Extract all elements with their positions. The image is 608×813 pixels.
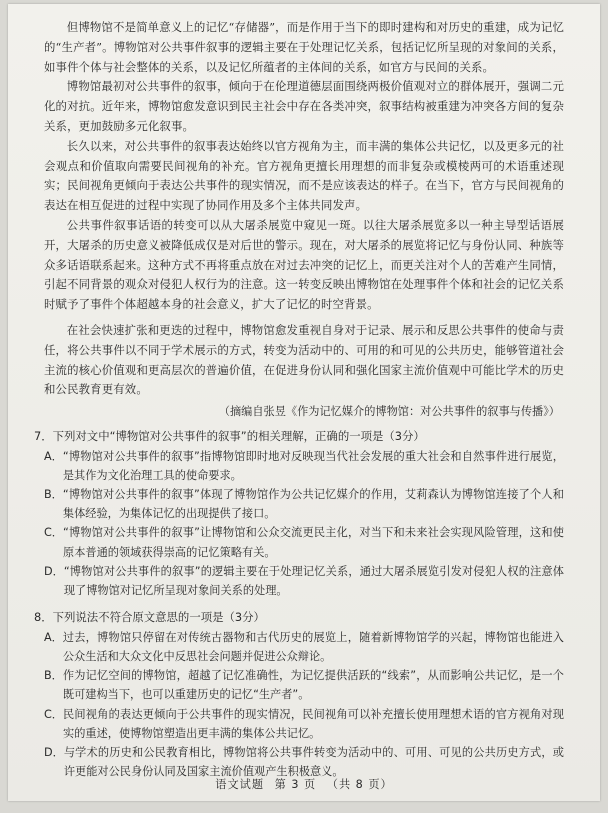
passage-paragraph-1: 但博物馆不是简单意义上的记忆“存储器”，而是作用于当下的即时建构和对历史的重建，成为记忆的“生产者”。博物馆对公共事件叙事的逻辑主要在于处理记忆关系，包括记忆所呈现的对象间的关系，如事件个体与社会整体的关系，以及记忆所蕴者的主体间的关系，如官方与民间的关系。: [44, 20, 564, 74]
question-8-option-b: [44, 666, 564, 704]
option-text: “博物馆对公共事件的叙事”让博物馆和公众交流更民主化，对当下和未来社会实现风险管理，这和使原本普通的领域获得崇高的记忆策略有关。: [63, 526, 564, 559]
page-footer: [8, 777, 600, 793]
passage-paragraph-3: 长久以来，对公共事件的叙事表达始终以官方视角为主，而丰满的集体公共记忆，以及更多元的社会观点和价值取向需要民间视角的补充。官方视角更擅长用理想的而非复杂或模棱两可的术语重述现实；民间视角更倾向于表达公共事件的现实情况，而不是应该表达的样子。在当下，官方与民间视角的表达在相互促进的过程中实现了协同作用及多个主体共同发声。: [44, 138, 564, 213]
footer-subject: 语文试题: [215, 778, 265, 791]
option-letter: D．: [44, 745, 64, 759]
option-text: 与学术的历史和公民教育相比，博物馆将公共事件转变为活动中的、可用、可见的公共历史方式，或许更能对公民身份认同及国家主流价值观产生积极意义。: [63, 745, 564, 779]
question-7: [34, 427, 564, 600]
question-8-option-d: [44, 743, 564, 781]
option-letter: C．: [44, 707, 63, 721]
question-stem: 7．下列对文中“博物馆对公共事件的叙事”的相关理解，正确的一项是（3分）: [34, 429, 425, 444]
question-7-option-d: [44, 562, 564, 600]
passage-paragraph-4: 公共事件叙事话语的转变可以从大屠杀展览中窥见一斑。以往大屠杀展览多以一种主导型话语展开，大屠杀的历史意义被降低成仅是对后世的警示。现在，对大屠杀的展览将记忆与身份认同、种族等众多话语联系起来。这种方式不再将重点放在对过去冲突的记忆上，而更关注对个人的苦难产生同情，引起不同背景的观众对侵犯人权行为的注意。这一转变反映出博物馆在处理事件个体和社会的记忆关系时赋予了事件个体超越本身的社会意义，扩大了记忆的时空背景。: [44, 217, 564, 312]
option-letter: A．: [44, 630, 63, 644]
question-8-option-a: [44, 628, 564, 666]
footer-page-number: 第 3 页: [274, 778, 317, 791]
question-8-option-c: [44, 705, 564, 743]
option-letter: C．: [44, 526, 63, 540]
question-8: [34, 608, 564, 781]
reading-passage: [44, 18, 564, 421]
question-7-option-b: [44, 485, 564, 523]
page-body: [34, 18, 564, 781]
option-text: “博物馆对公共事件的叙事”的逻辑主要在于处理记忆关系，通过大屠杀展览引发对侵犯人权的注意体现了博物馆对记忆所呈现对象间关系的处理。: [63, 564, 564, 598]
option-text: “博物馆对公共事件的叙事”指博物馆即时地对反映现当代社会发展的重大社会和自然事件进行展览，是其作为文化治理工具的使命要求。: [62, 449, 564, 482]
exam-page: [8, 4, 600, 801]
option-text: 民间视角的表达更倾向于公共事件的现实情况，民间视角可以补充擅长使用理想术语的官方视角对现实的重述，使博物馆塑造出更丰满的集体公共记忆。: [63, 707, 564, 740]
option-letter: D．: [44, 564, 64, 578]
option-text: “博物馆对公共事件的叙事”体现了博物馆作为公共记忆媒介的作用，艾莉森认为博物馆连接了个人和集体经验，为集体记忆的出现提供了接口。: [62, 488, 564, 521]
option-letter: A．: [44, 449, 63, 463]
question-7-option-a: [44, 447, 564, 485]
option-text: 作为记忆空间的博物馆，超越了记忆准确性，为记忆提供活跃的“线索”，从而影响公共记忆，是一个既可建构当下，也可以重建历史的记忆“生产者”。: [62, 669, 564, 702]
option-letter: B．: [44, 488, 63, 502]
question-7-option-c: [44, 523, 564, 561]
question-stem: 8．下列说法不符合原文意思的一项是（3分）: [34, 610, 265, 625]
passage-paragraph-2: 博物馆最初对公共事件的叙事，倾向于在伦理道德层面围绕两极价值观对立的群体展开，强调二元化的对抗。近年来，博物馆愈发意识到民主社会中存在各类冲突，叙事结构被重建为冲突各方间的复杂关系，更加鼓励多元化叙事。: [44, 79, 564, 133]
option-letter: B．: [44, 669, 63, 683]
passage-paragraph-5: 在社会快速扩张和更迭的过程中，博物馆愈发重视自身对于记录、展示和反思公共事件的使命与责任，将公共事件以不同于学术展示的方式，转变为活动中的、可用的和可见的公共历史，能够管道社会主流的核心价值观和更高层次的普遍价值，在促进身份认同和强化国家主流价值观中可能比学术的历史和公民教育更有效。: [44, 322, 564, 397]
passage-source: （摘编自张昱《作为记忆媒介的博物馆：对公共事件的叙事与传播》）: [218, 405, 560, 419]
option-text: 过去，博物馆只停留在对传统古器物和古代历史的展览上，随着新博物馆学的兴起，博物馆也能进入公众生活和大众文化中反思社会问题并促进公众辩论。: [62, 630, 564, 663]
footer-total-pages: （共 8 页）: [326, 778, 393, 791]
